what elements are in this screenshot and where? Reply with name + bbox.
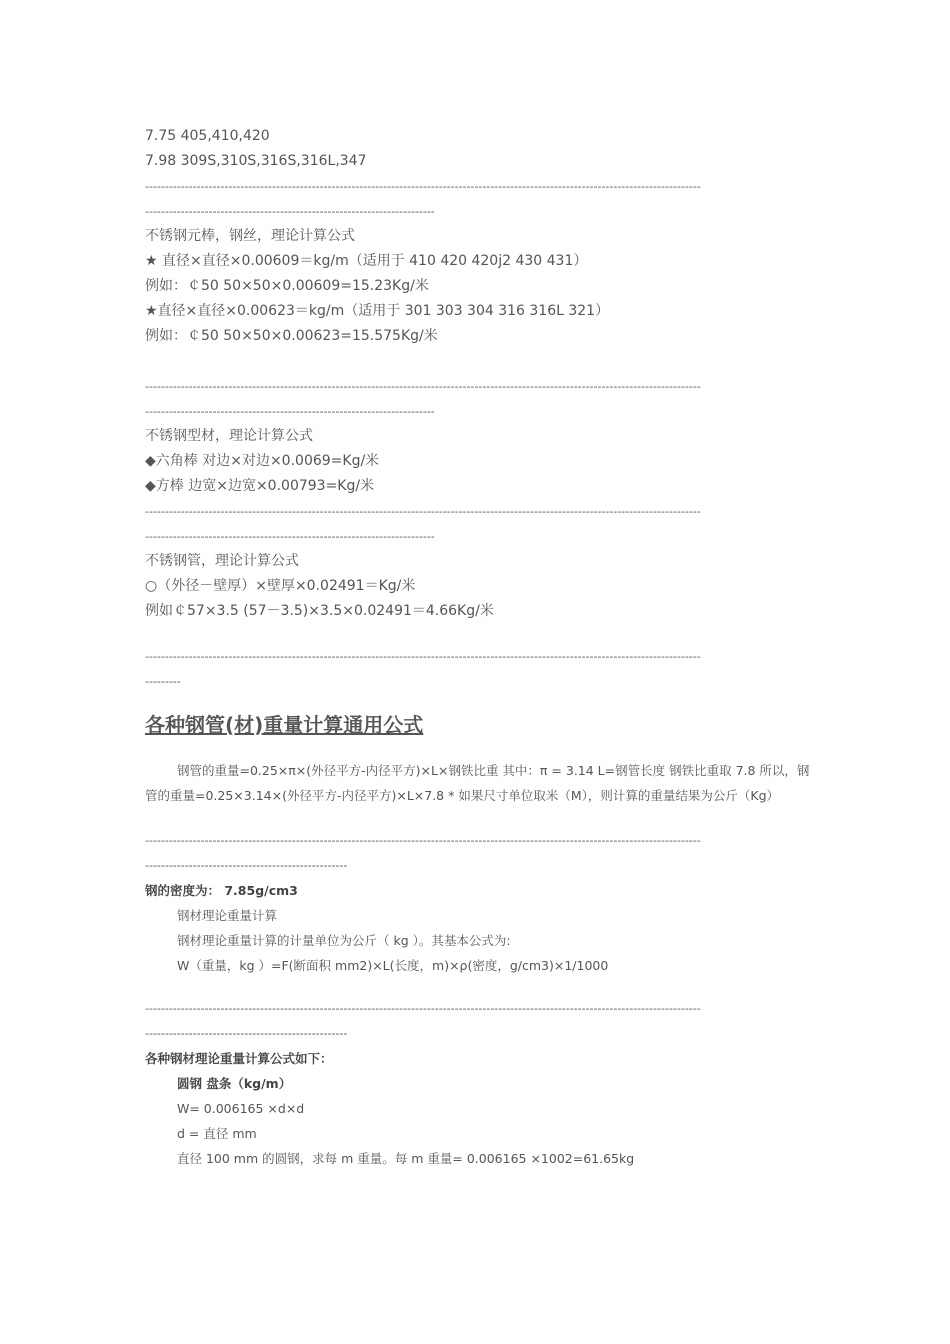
example-line: 直径 100 mm 的圆钢，求每 m 重量。每 m 重量= 0.006165 ×1002=61.65kg	[177, 1151, 635, 1166]
section-title-round-bar: 不锈钢元棒，钢丝，理论计算公式	[145, 228, 355, 244]
section-title-profile: 不锈钢型材，理论计算公式	[145, 428, 313, 444]
divider-line: -------------------------------------------------------------------------	[145, 530, 435, 543]
formula-line: ★ 直径×直径×0.00609＝kg/m（适用于 410 420 420j2 430 431）	[145, 253, 588, 269]
divider-line: --------------------------------------------------------------------------------------------------------------------------------------------	[145, 650, 701, 663]
section-heading: 各种钢管(材)重量计算通用公式	[145, 713, 424, 737]
divider-line: --------------------------------------------------------------------------------------------------------------------------------------------	[145, 180, 701, 193]
formula-line: W（重量，kg ）=F(断面积 mm2)×L(长度，m)×ρ(密度，g/cm3)×1/1000	[177, 958, 609, 973]
divider-line: --------------------------------------------------------------------------------------------------------------------------------------------	[145, 1002, 701, 1015]
formulas-title: 各种钢材理论重量计算公式如下：	[145, 1051, 333, 1066]
section-title-pipe: 不锈钢管，理论计算公式	[145, 553, 299, 569]
formula-line: W= 0.006165 ×d×d	[177, 1101, 305, 1116]
text-line: 钢材理论重量计算	[177, 908, 278, 923]
density-row-798: 7.98 309S,310S,316S,316L,347	[145, 153, 367, 169]
formula-line: d = 直径 mm	[177, 1126, 257, 1141]
density-label: 钢的密度为： 7.85g/cm3	[145, 883, 298, 898]
formula-line: ◆六角棒 对边×对边×0.0069=Kg/米	[145, 453, 380, 469]
document-page	[145, 124, 810, 1171]
divider-line: ---------------------------------------------------	[145, 859, 348, 872]
divider-line: ---------	[145, 675, 181, 688]
formula-line: ◆方棒 边宽×边宽×0.00793=Kg/米	[145, 478, 375, 494]
divider-line: --------------------------------------------------------------------------------------------------------------------------------------------	[145, 834, 701, 847]
divider-line: ---------------------------------------------------	[145, 1027, 348, 1040]
text-line: 钢材理论重量计算的计量单位为公斤（ kg ）。其基本公式为:	[177, 933, 511, 948]
example-line: 例如：￠50 50×50×0.00623=15.575Kg/米	[145, 328, 438, 344]
body-paragraph: 钢管的重量=0.25×π×(外径平方-内径平方)×L×钢铁比重 其中：π = 3.14 L=钢管长度 钢铁比重取 7.8 所以，钢管的重量=0.25×3.14×(外径平方-内径平方)×L×7.8 * 如果尺寸单位取米（M），则计算的重量结果为公斤（Kg）	[145, 763, 810, 803]
divider-line: --------------------------------------------------------------------------------------------------------------------------------------------	[145, 380, 701, 393]
divider-line: -------------------------------------------------------------------------	[145, 205, 435, 218]
formula-line: ○（外径－壁厚）×壁厚×0.02491＝Kg/米	[145, 578, 416, 594]
divider-line: --------------------------------------------------------------------------------------------------------------------------------------------	[145, 505, 701, 518]
density-row-775: 7.75 405,410,420	[145, 128, 270, 144]
example-line: 例如￠57×3.5 (57－3.5)×3.5×0.02491＝4.66Kg/米	[145, 603, 494, 619]
example-line: 例如：￠50 50×50×0.00609=15.23Kg/米	[145, 278, 429, 294]
formula-line: ★直径×直径×0.00623＝kg/m（适用于 301 303 304 316 316L 321）	[145, 303, 610, 319]
divider-line: -------------------------------------------------------------------------	[145, 405, 435, 418]
round-steel-title: 圆钢 盘条（kg/m）	[177, 1076, 292, 1091]
